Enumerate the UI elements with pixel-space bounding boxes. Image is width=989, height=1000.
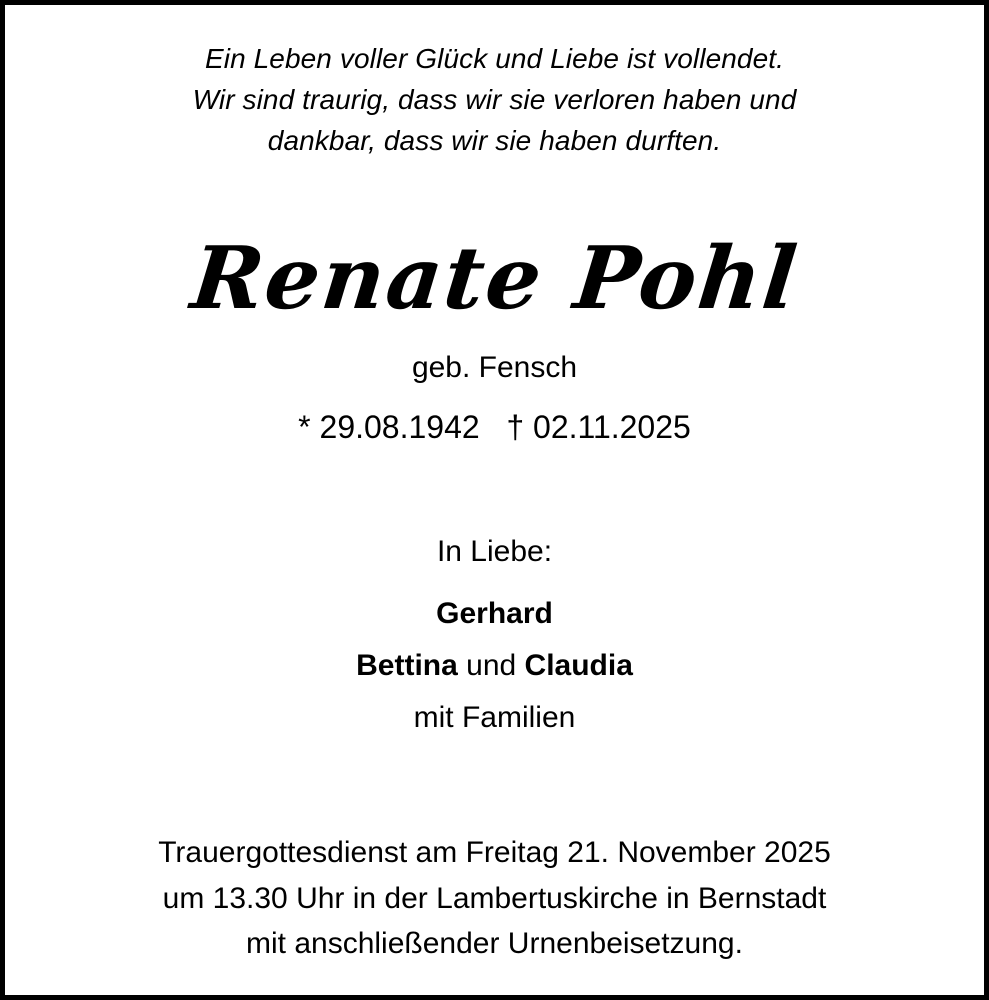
deceased-dates: * 29.08.1942 † 02.11.2025 [298,408,691,445]
deceased-block [186,227,803,446]
service-line-3: mit anschließender Urnenbeisetzung. [246,927,743,961]
epitaph-line-3: dankbar, dass wir sie haben durften. [267,124,722,156]
service-line-1: Trauergottesdienst am Freitag 21. November 2025 [158,836,831,870]
family-name-3: Claudia [524,649,633,683]
deceased-maiden-name: geb. Fensch [411,350,578,384]
epitaph-line-1: Ein Leben voller Glück und Liebe ist vollendet. [204,43,785,74]
deceased-name: Renate Pohl [186,227,803,329]
family-conjunction: und [457,649,525,683]
service-details [158,830,831,967]
service-line-2: um 13.30 Uhr in der Lambertuskirche in Bernstadt [162,881,827,915]
family-closing: mit Familien [413,701,576,735]
family-name-1: Gerhard [436,597,553,631]
family-name-2: Bettina [356,649,458,683]
family-block [356,528,633,742]
epitaph-text [193,39,797,162]
family-name-row-2 [356,642,633,690]
family-intro: In Liebe: [436,535,553,569]
epitaph-line-2: Wir sind traurig, dass wir sie verloren haben und [192,83,797,115]
